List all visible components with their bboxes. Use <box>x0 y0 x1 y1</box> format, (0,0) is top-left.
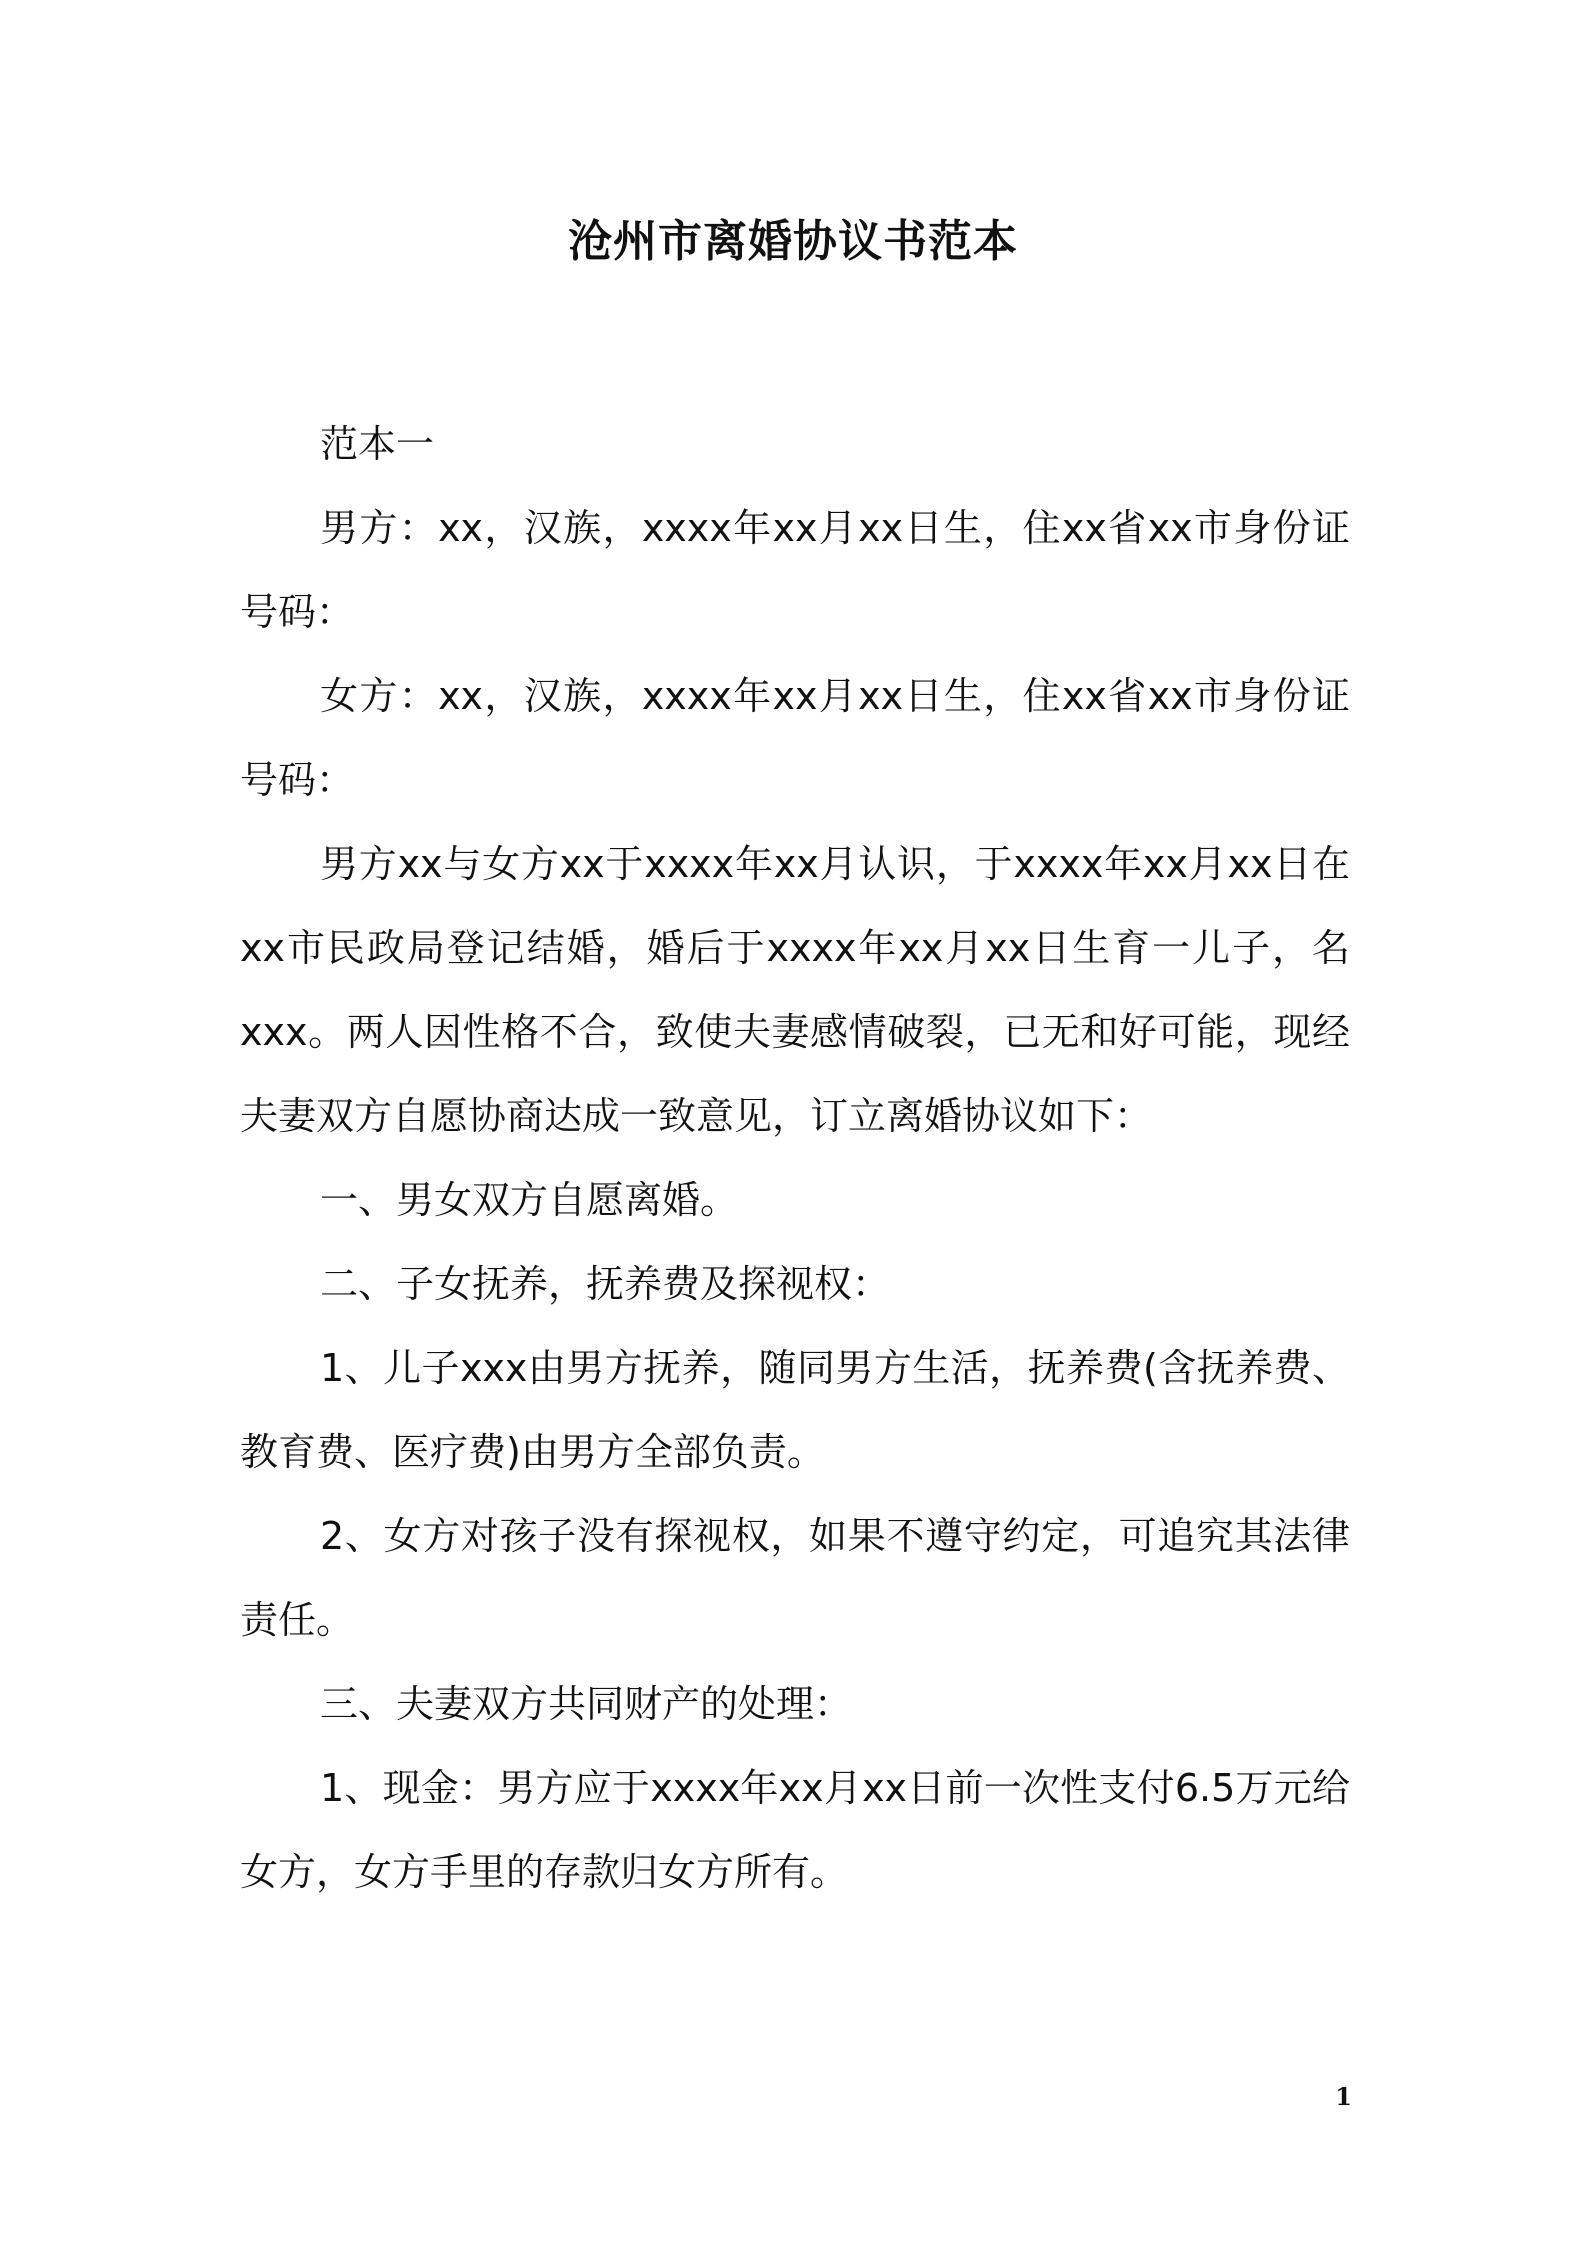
clause-2-item-2: 2、女方对孩子没有探视权，如果不遵守约定，可追究其法律责任。 <box>240 1514 1350 1642</box>
section-heading-sample-one: 范本一 <box>320 422 435 466</box>
document-title: 沧州市离婚协议书范本 <box>568 216 1018 267</box>
clause-2-item-1: 1、儿子xxx由男方抚养，随同男方生活，抚养费(含抚养费、教育费、医疗费)由男方全部负责。 <box>240 1346 1350 1474</box>
paragraph-male-party: 男方：xx，汉族，xxxx年xx月xx日生，住xx省xx市身份证号码： <box>240 506 1350 634</box>
document-body <box>240 402 1350 1914</box>
page-number: 1 <box>1335 2082 1352 2111</box>
clause-2-child-custody: 二、子女抚养，抚养费及探视权： <box>320 1262 891 1306</box>
clause-3-item-1: 1、现金：男方应于xxxx年xx月xx日前一次性支付6.5万元给女方，女方手里的存款归女方所有。 <box>240 1766 1350 1894</box>
clause-3-property: 三、夫妻双方共同财产的处理： <box>320 1682 853 1726</box>
paragraph-background: 男方xx与女方xx于xxxx年xx月认识，于xxxx年xx月xx日在xx市民政局登记结婚，婚后于xxxx年xx月xx日生育一儿子，名xxx。两人因性格不合，致使夫妻感情破裂，已无和好可能，现经夫妻双方自愿协商达成一致意见，订立离婚协议如下： <box>240 842 1350 1138</box>
clause-1-voluntary-divorce: 一、男女双方自愿离婚。 <box>320 1178 739 1222</box>
paragraph-female-party: 女方：xx，汉族，xxxx年xx月xx日生，住xx省xx市身份证号码： <box>240 674 1350 802</box>
